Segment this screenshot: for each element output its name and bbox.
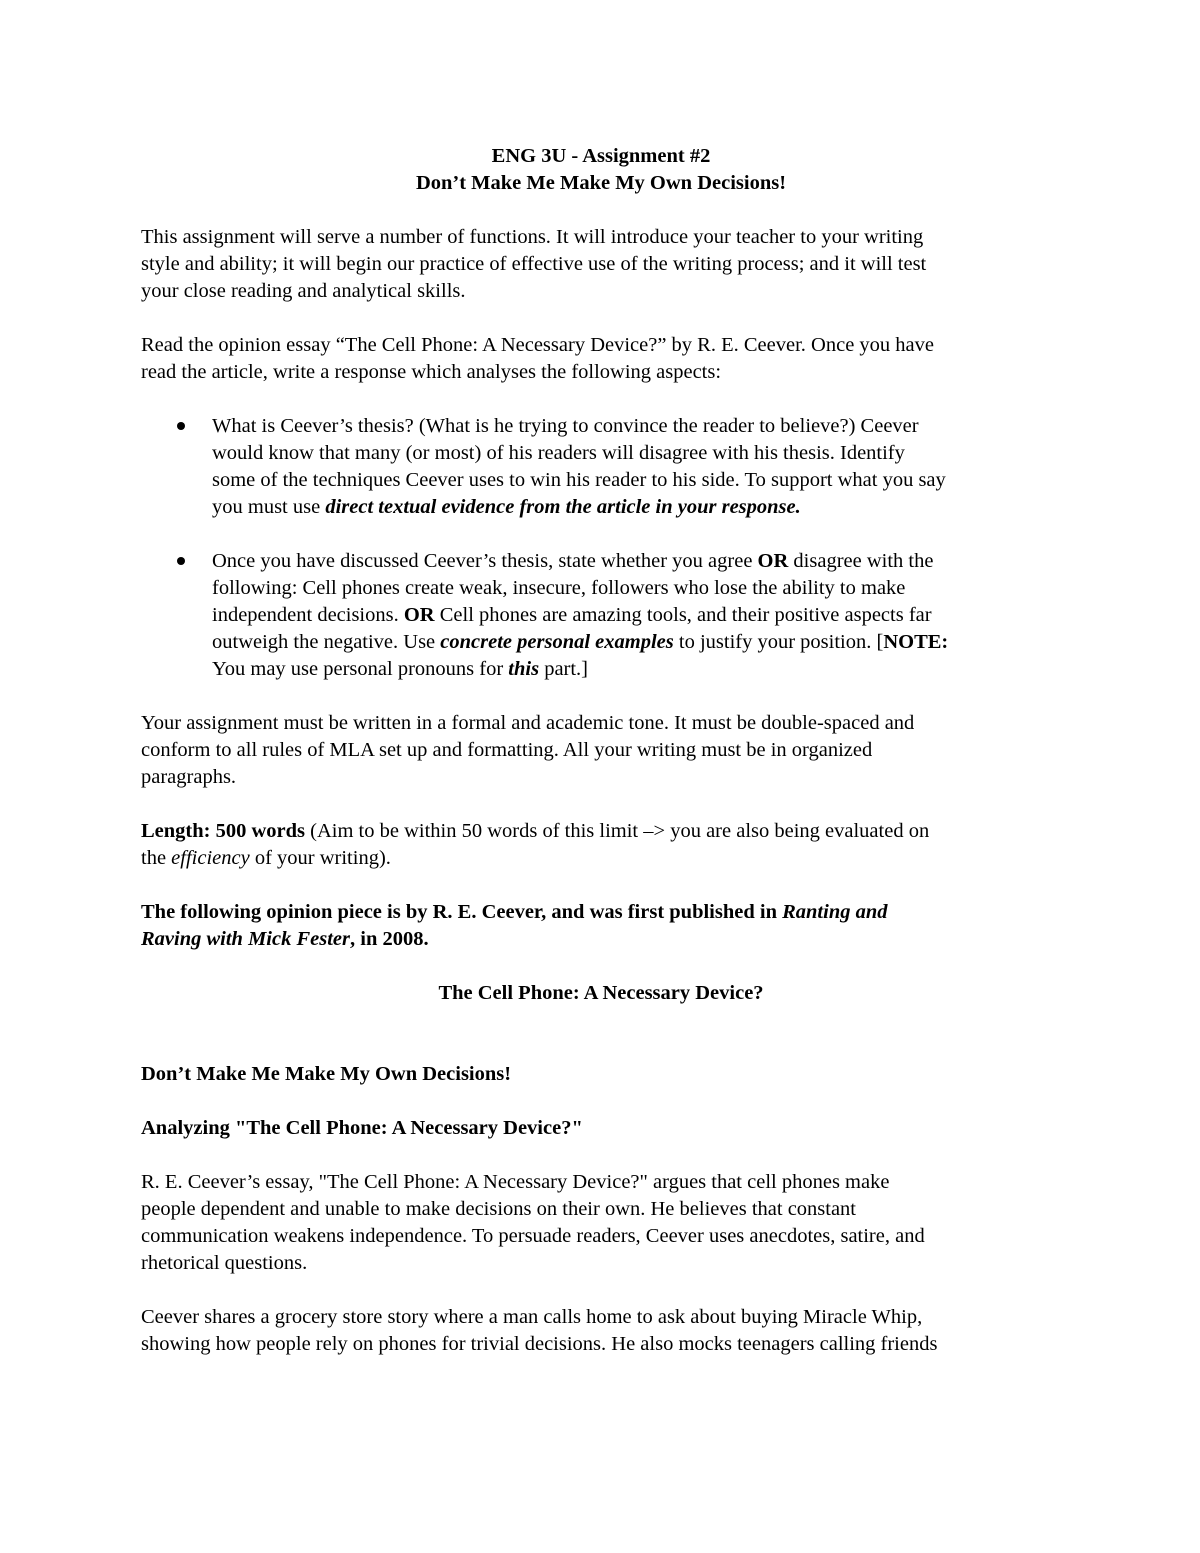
bullet-line: would know that many (or most) of his readers will disagree with his thesis. Identify	[212, 442, 905, 464]
analysis-heading: Analyzing "The Cell Phone: A Necessary Device?"	[141, 1117, 583, 1139]
text-run: , in 2008.	[350, 928, 429, 950]
text-run: You may use personal pronouns for	[212, 658, 509, 680]
text-run: Once you have discussed Ceever’s thesis, state whether you agree	[212, 550, 758, 572]
format-line: Your assignment must be written in a formal and academic tone. It must be double-spaced and	[141, 712, 915, 734]
source-paragraph	[141, 899, 1061, 953]
text-run: part.]	[539, 658, 589, 680]
text-run: the	[141, 847, 172, 869]
text-run: disagree with the	[788, 550, 934, 572]
format-line: paragraphs.	[141, 766, 237, 788]
text-run: independent decisions.	[212, 604, 404, 626]
analysis-paragraph-1	[141, 1169, 1061, 1277]
text-run: of your writing).	[249, 847, 391, 869]
intro-line: your close reading and analytical skills.	[141, 280, 466, 302]
text-run: The following opinion piece is by R. E. Ceever, and was first published in	[141, 901, 783, 923]
emphasis-text: direct textual evidence from the article in your response.	[325, 496, 801, 518]
length-label: Length: 500 words	[141, 820, 306, 842]
source-line	[141, 899, 1061, 926]
response-title: Don’t Make Me Make My Own Decisions!	[141, 1063, 512, 1085]
body-line: R. E. Ceever’s essay, "The Cell Phone: A Necessary Device?" argues that cell phones make	[141, 1171, 890, 1193]
publication-title: Ranting and	[782, 901, 888, 923]
assignment-subtitle: Don’t Make Me Make My Own Decisions!	[415, 172, 787, 194]
bullet-line	[212, 494, 1061, 521]
article-title: The Cell Phone: A Necessary Device?	[438, 982, 764, 1004]
bullet-line	[212, 629, 1061, 656]
instructions-line: read the article, write a response which analyses the following aspects:	[141, 361, 722, 383]
bullet-item-thesis	[141, 413, 1061, 521]
bullet-line	[212, 548, 1061, 575]
bullet-icon	[177, 557, 185, 565]
emphasis-text: OR	[757, 550, 789, 572]
bullet-line	[212, 602, 1061, 629]
emphasis-text: OR	[403, 604, 435, 626]
text-run: Cell phones are amazing tools, and their positive aspects far	[434, 604, 932, 626]
length-line	[141, 845, 1061, 872]
length-paragraph	[141, 818, 1061, 872]
bullet-icon	[177, 422, 185, 430]
intro-paragraph	[141, 224, 1061, 305]
analysis-paragraph-2	[141, 1304, 1061, 1358]
body-line: showing how people rely on phones for trivial decisions. He also mocks teenagers calling friends	[141, 1333, 938, 1355]
publication-title: Raving with Mick Fester	[141, 928, 351, 950]
bullet-line: What is Ceever’s thesis? (What is he trying to convince the reader to believe?) Ceever	[212, 415, 919, 437]
body-line: communication weakens independence. To persuade readers, Ceever uses anecdotes, satire, and	[141, 1225, 925, 1247]
format-line: conform to all rules of MLA set up and formatting. All your writing must be in organized	[141, 739, 873, 761]
length-line	[141, 818, 1061, 845]
bullet-item-position	[141, 548, 1061, 683]
bullet-line	[212, 656, 1061, 683]
body-line: people dependent and unable to make decisions on their own. He believes that constant	[141, 1198, 857, 1220]
text-run: to justify your position. [	[673, 631, 884, 653]
instructions-paragraph	[141, 332, 1061, 386]
emphasis-text: efficiency	[171, 847, 250, 869]
instructions-line: Read the opinion essay “The Cell Phone: A Necessary Device?” by R. E. Ceever. Once you have	[141, 334, 934, 356]
body-line: Ceever shares a grocery store story where a man calls home to ask about buying Miracle Whip,	[141, 1306, 923, 1328]
assignment-title: ENG 3U - Assignment #2	[491, 145, 711, 167]
text-run: you must use	[212, 496, 326, 518]
text-run: outweigh the negative. Use	[212, 631, 441, 653]
document-page	[141, 143, 1061, 1358]
bullet-line: some of the techniques Ceever uses to win his reader to his side. To support what you say	[212, 469, 946, 491]
text-run: (Aim to be within 50 words of this limit –> you are also being evaluated on	[305, 820, 930, 842]
emphasis-text: this	[508, 658, 540, 680]
body-line: rhetorical questions.	[141, 1252, 308, 1274]
emphasis-text: NOTE:	[883, 631, 949, 653]
format-paragraph	[141, 710, 1061, 791]
bullet-line: following: Cell phones create weak, insecure, followers who lose the ability to make	[212, 577, 906, 599]
intro-line: This assignment will serve a number of functions. It will introduce your teacher to your writing	[141, 226, 924, 248]
source-line	[141, 926, 1061, 953]
intro-line: style and ability; it will begin our practice of effective use of the writing process; and it will test	[141, 253, 927, 275]
emphasis-text: concrete personal examples	[440, 631, 674, 653]
